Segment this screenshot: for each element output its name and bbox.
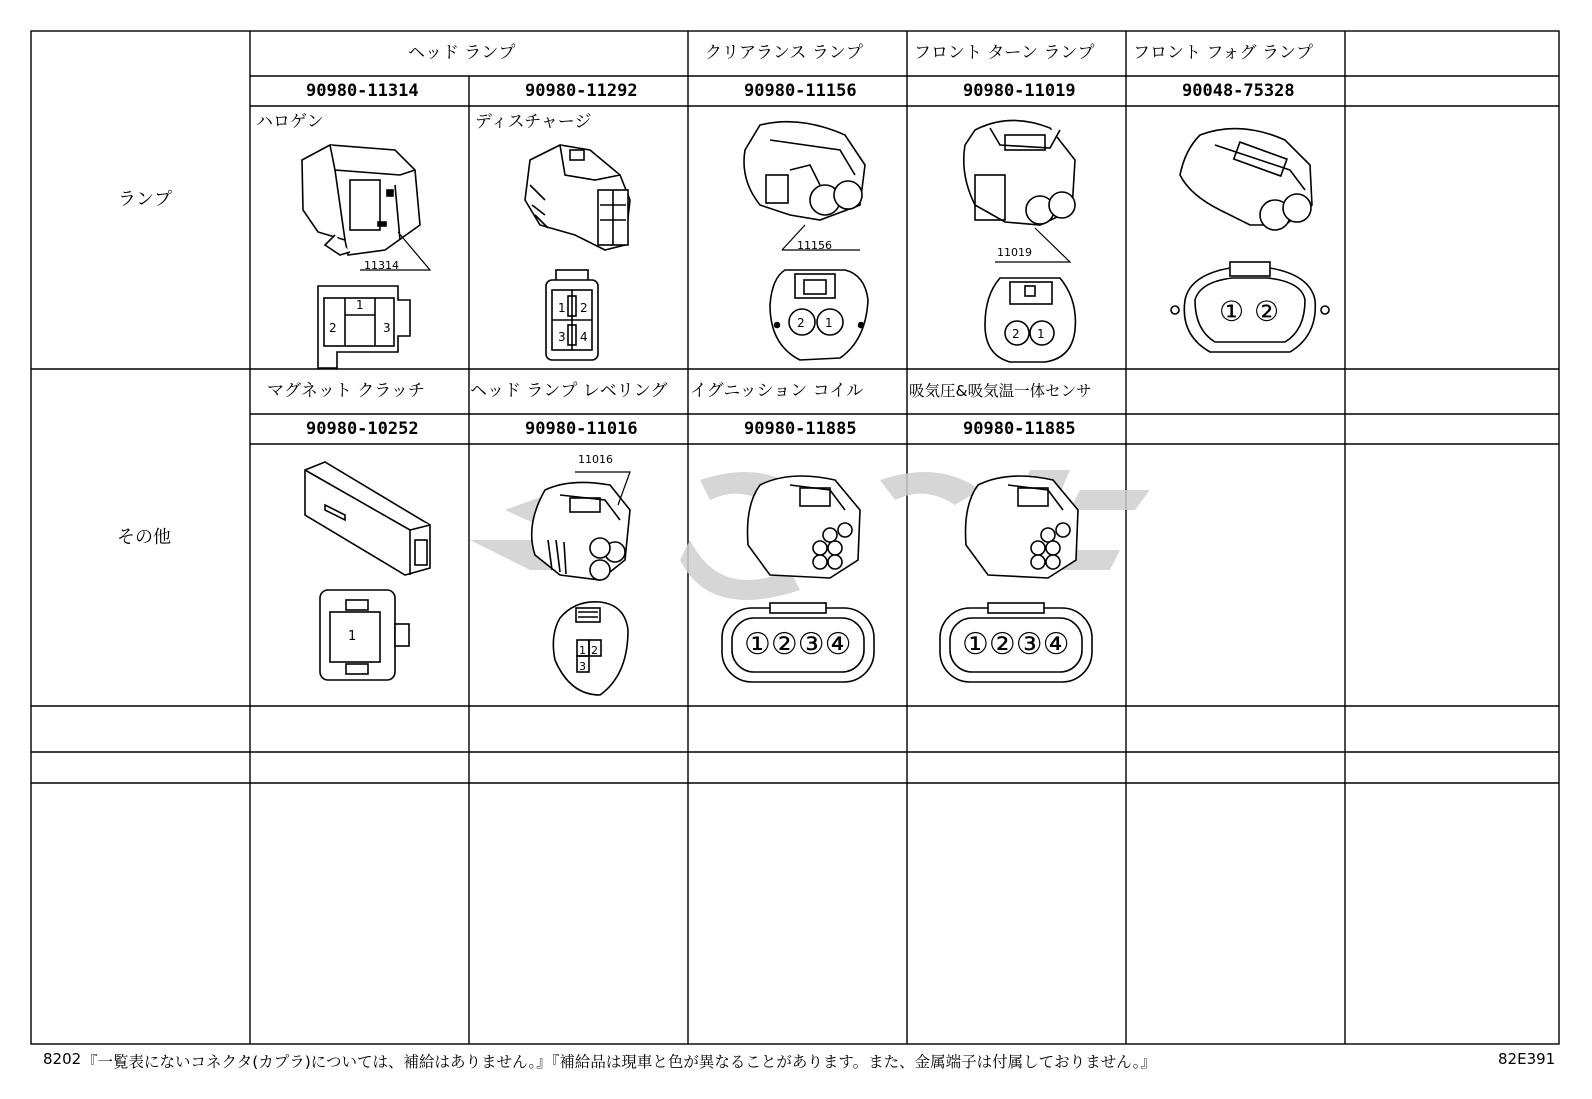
part-number-cell: 90980-11292 xyxy=(525,81,638,101)
part-number-cell: 90980-11885 xyxy=(744,419,857,439)
callout-label: 11156 xyxy=(797,239,832,252)
part-number-cell: 90980-11156 xyxy=(744,81,857,101)
header-ignition-coil: イグニッション コイル xyxy=(690,381,864,401)
header-front-fog-lamp: フロント フォグ ランプ xyxy=(1133,43,1313,63)
connector-11156-3d-image xyxy=(744,122,865,220)
connector-11019-face xyxy=(985,278,1075,362)
pin-label: 3 xyxy=(383,321,391,335)
pin-label: ①②③④ xyxy=(744,627,852,662)
footer-left-code: 8202 xyxy=(43,1050,82,1068)
pin-label: ① xyxy=(1219,295,1245,328)
connector-11292-3d-image xyxy=(525,145,630,250)
connector-11156-face xyxy=(770,270,868,360)
connector-75328-3d-image xyxy=(1180,129,1312,230)
pin-label: 2 xyxy=(580,301,588,315)
sublabel-discharge: ディスチャージ xyxy=(475,112,592,132)
connector-11019-3d-image xyxy=(964,120,1075,225)
pin-label: 1 xyxy=(348,629,357,644)
pin-label: 1 xyxy=(579,644,586,657)
footer-right-code: 82E391 xyxy=(1498,1050,1556,1068)
connector-75328-face xyxy=(1171,262,1329,352)
pin-label: ①②③④ xyxy=(962,627,1070,662)
header-head-lamp: ヘッド ランプ xyxy=(408,43,516,63)
pin-label: 1 xyxy=(1037,327,1045,341)
pin-label: 2 xyxy=(797,316,805,330)
callout-label: 11019 xyxy=(997,246,1032,259)
connector-11885-sensor-3d-image xyxy=(966,476,1079,578)
callout-label: 11314 xyxy=(364,259,399,272)
pin-label: 1 xyxy=(825,316,833,330)
connector-11885-ign-3d-image xyxy=(748,476,861,578)
part-number-cell: 90980-11019 xyxy=(963,81,1076,101)
connector-10252-3d-image xyxy=(305,462,430,575)
pin-label: 2 xyxy=(1012,327,1020,341)
pin-label: 3 xyxy=(579,660,586,673)
connector-11314-3d-image xyxy=(302,145,420,255)
part-number-cell: 90048-75328 xyxy=(1182,81,1295,101)
callout-label: 11016 xyxy=(578,453,613,466)
pin-label: 3 xyxy=(558,330,566,344)
pin-label: 1 xyxy=(558,301,566,315)
sublabel-halogen: ハロゲン xyxy=(256,112,324,132)
header-clearance-lamp: クリアランス ランプ xyxy=(705,43,863,63)
header-intake-sensor: 吸気圧&吸気温一体センサ xyxy=(909,382,1092,400)
pin-label: 2 xyxy=(329,321,337,335)
pin-label: ② xyxy=(1254,295,1280,328)
header-front-turn-lamp: フロント ターン ランプ xyxy=(914,43,1095,63)
part-number-cell: 90980-10252 xyxy=(306,419,419,439)
connector-10252-face xyxy=(320,590,409,680)
row-category-lamp: ランプ xyxy=(118,189,172,210)
part-number-cell: 90980-11885 xyxy=(963,419,1076,439)
connector-11292-face xyxy=(546,270,598,360)
pin-label: 2 xyxy=(591,644,598,657)
footer-note: 『一覧表にないコネクタ(カプラ)については、補給はありません。』『補給品は現車と色が異なることがあります。また、金属端子は付属しておりません。』 xyxy=(82,1053,1156,1071)
part-number-cell: 90980-11314 xyxy=(306,81,419,101)
header-magnet-clutch: マグネット クラッチ xyxy=(267,381,425,401)
pin-label: 1 xyxy=(356,298,364,312)
part-number-cell: 90980-11016 xyxy=(525,419,638,439)
header-headlamp-leveling: ヘッド ランプ レベリング xyxy=(470,381,668,401)
pin-label: 4 xyxy=(580,330,588,344)
row-category-other: その他 xyxy=(117,527,171,548)
